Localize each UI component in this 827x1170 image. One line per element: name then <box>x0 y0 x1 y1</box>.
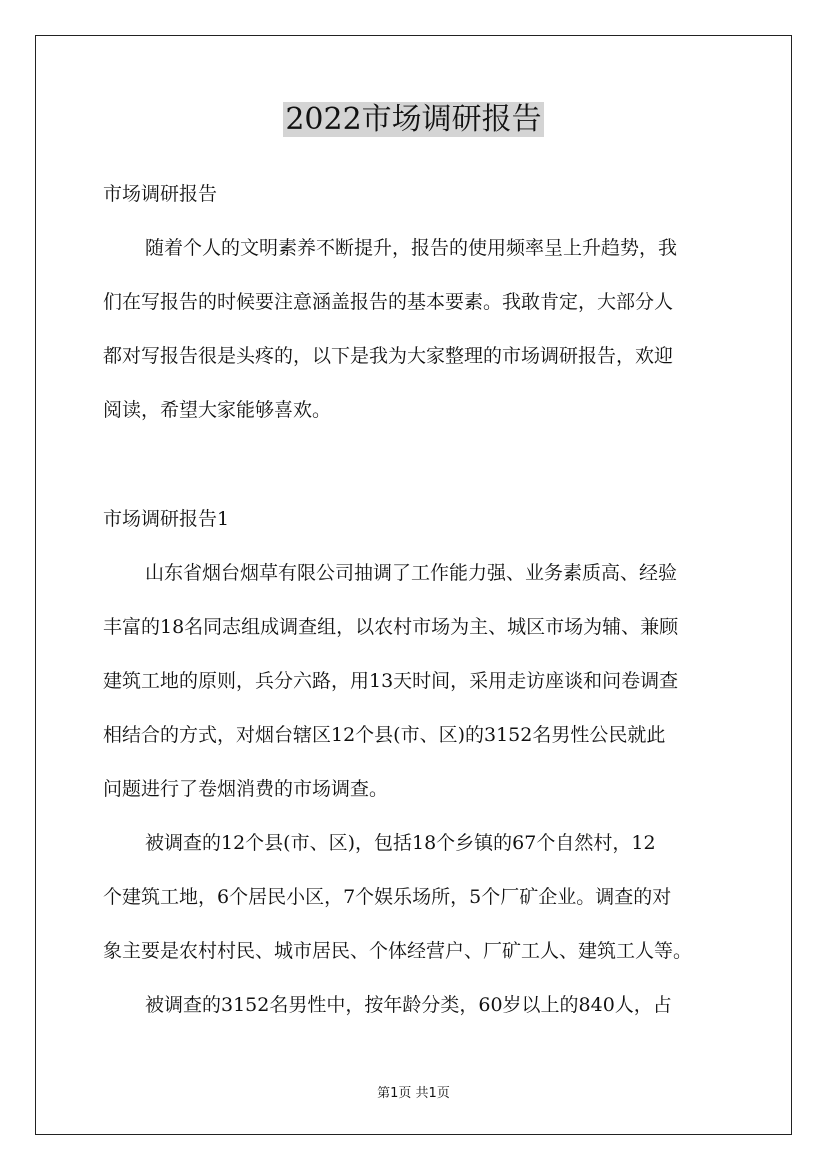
section-heading: 市场调研报告1 <box>103 508 230 530</box>
paragraph-line: 被调查的3152名男性中，按年龄分类，60岁以上的840人，占 <box>145 994 672 1016</box>
paragraph-line: 随着个人的文明素养不断提升，报告的使用频率呈上升趋势，我 <box>145 237 678 259</box>
section-heading: 市场调研报告 <box>103 183 218 205</box>
paragraph-line: 被调查的12个县(市、区)，包括18个乡镇的67个自然村，12 <box>145 832 656 854</box>
paragraph-line: 们在写报告的时候要注意涵盖报告的基本要素。我敢肯定，大部分人 <box>103 291 674 313</box>
paragraph-line: 山东省烟台烟草有限公司抽调了工作能力强、业务素质高、经验 <box>145 562 678 584</box>
page-footer: 第1页 共1页 <box>377 1086 450 1101</box>
document-title: 2022市场调研报告 <box>285 102 542 137</box>
paragraph-line: 建筑工地的原则，兵分六路，用13天时间，采用走访座谈和问卷调查 <box>103 670 679 692</box>
paragraph-line: 丰富的18名同志组成调查组，以农村市场为主、城区市场为辅、兼顾 <box>103 616 679 638</box>
paragraph-line: 问题进行了卷烟消费的市场调查。 <box>103 778 389 800</box>
paragraph-line: 象主要是农村村民、城市居民、个体经营户、厂矿工人、建筑工人等。 <box>103 940 693 962</box>
paragraph-line: 阅读，希望大家能够喜欢。 <box>103 399 332 421</box>
paragraph-line: 相结合的方式，对烟台辖区12个县(市、区)的3152名男性公民就此 <box>103 724 666 746</box>
paragraph-line: 都对写报告很是头疼的，以下是我为大家整理的市场调研报告，欢迎 <box>103 345 674 367</box>
document-title-wrap <box>0 100 827 140</box>
paragraph-line: 个建筑工地，6个居民小区，7个娱乐场所，5个厂矿企业。调查的对 <box>103 886 672 908</box>
